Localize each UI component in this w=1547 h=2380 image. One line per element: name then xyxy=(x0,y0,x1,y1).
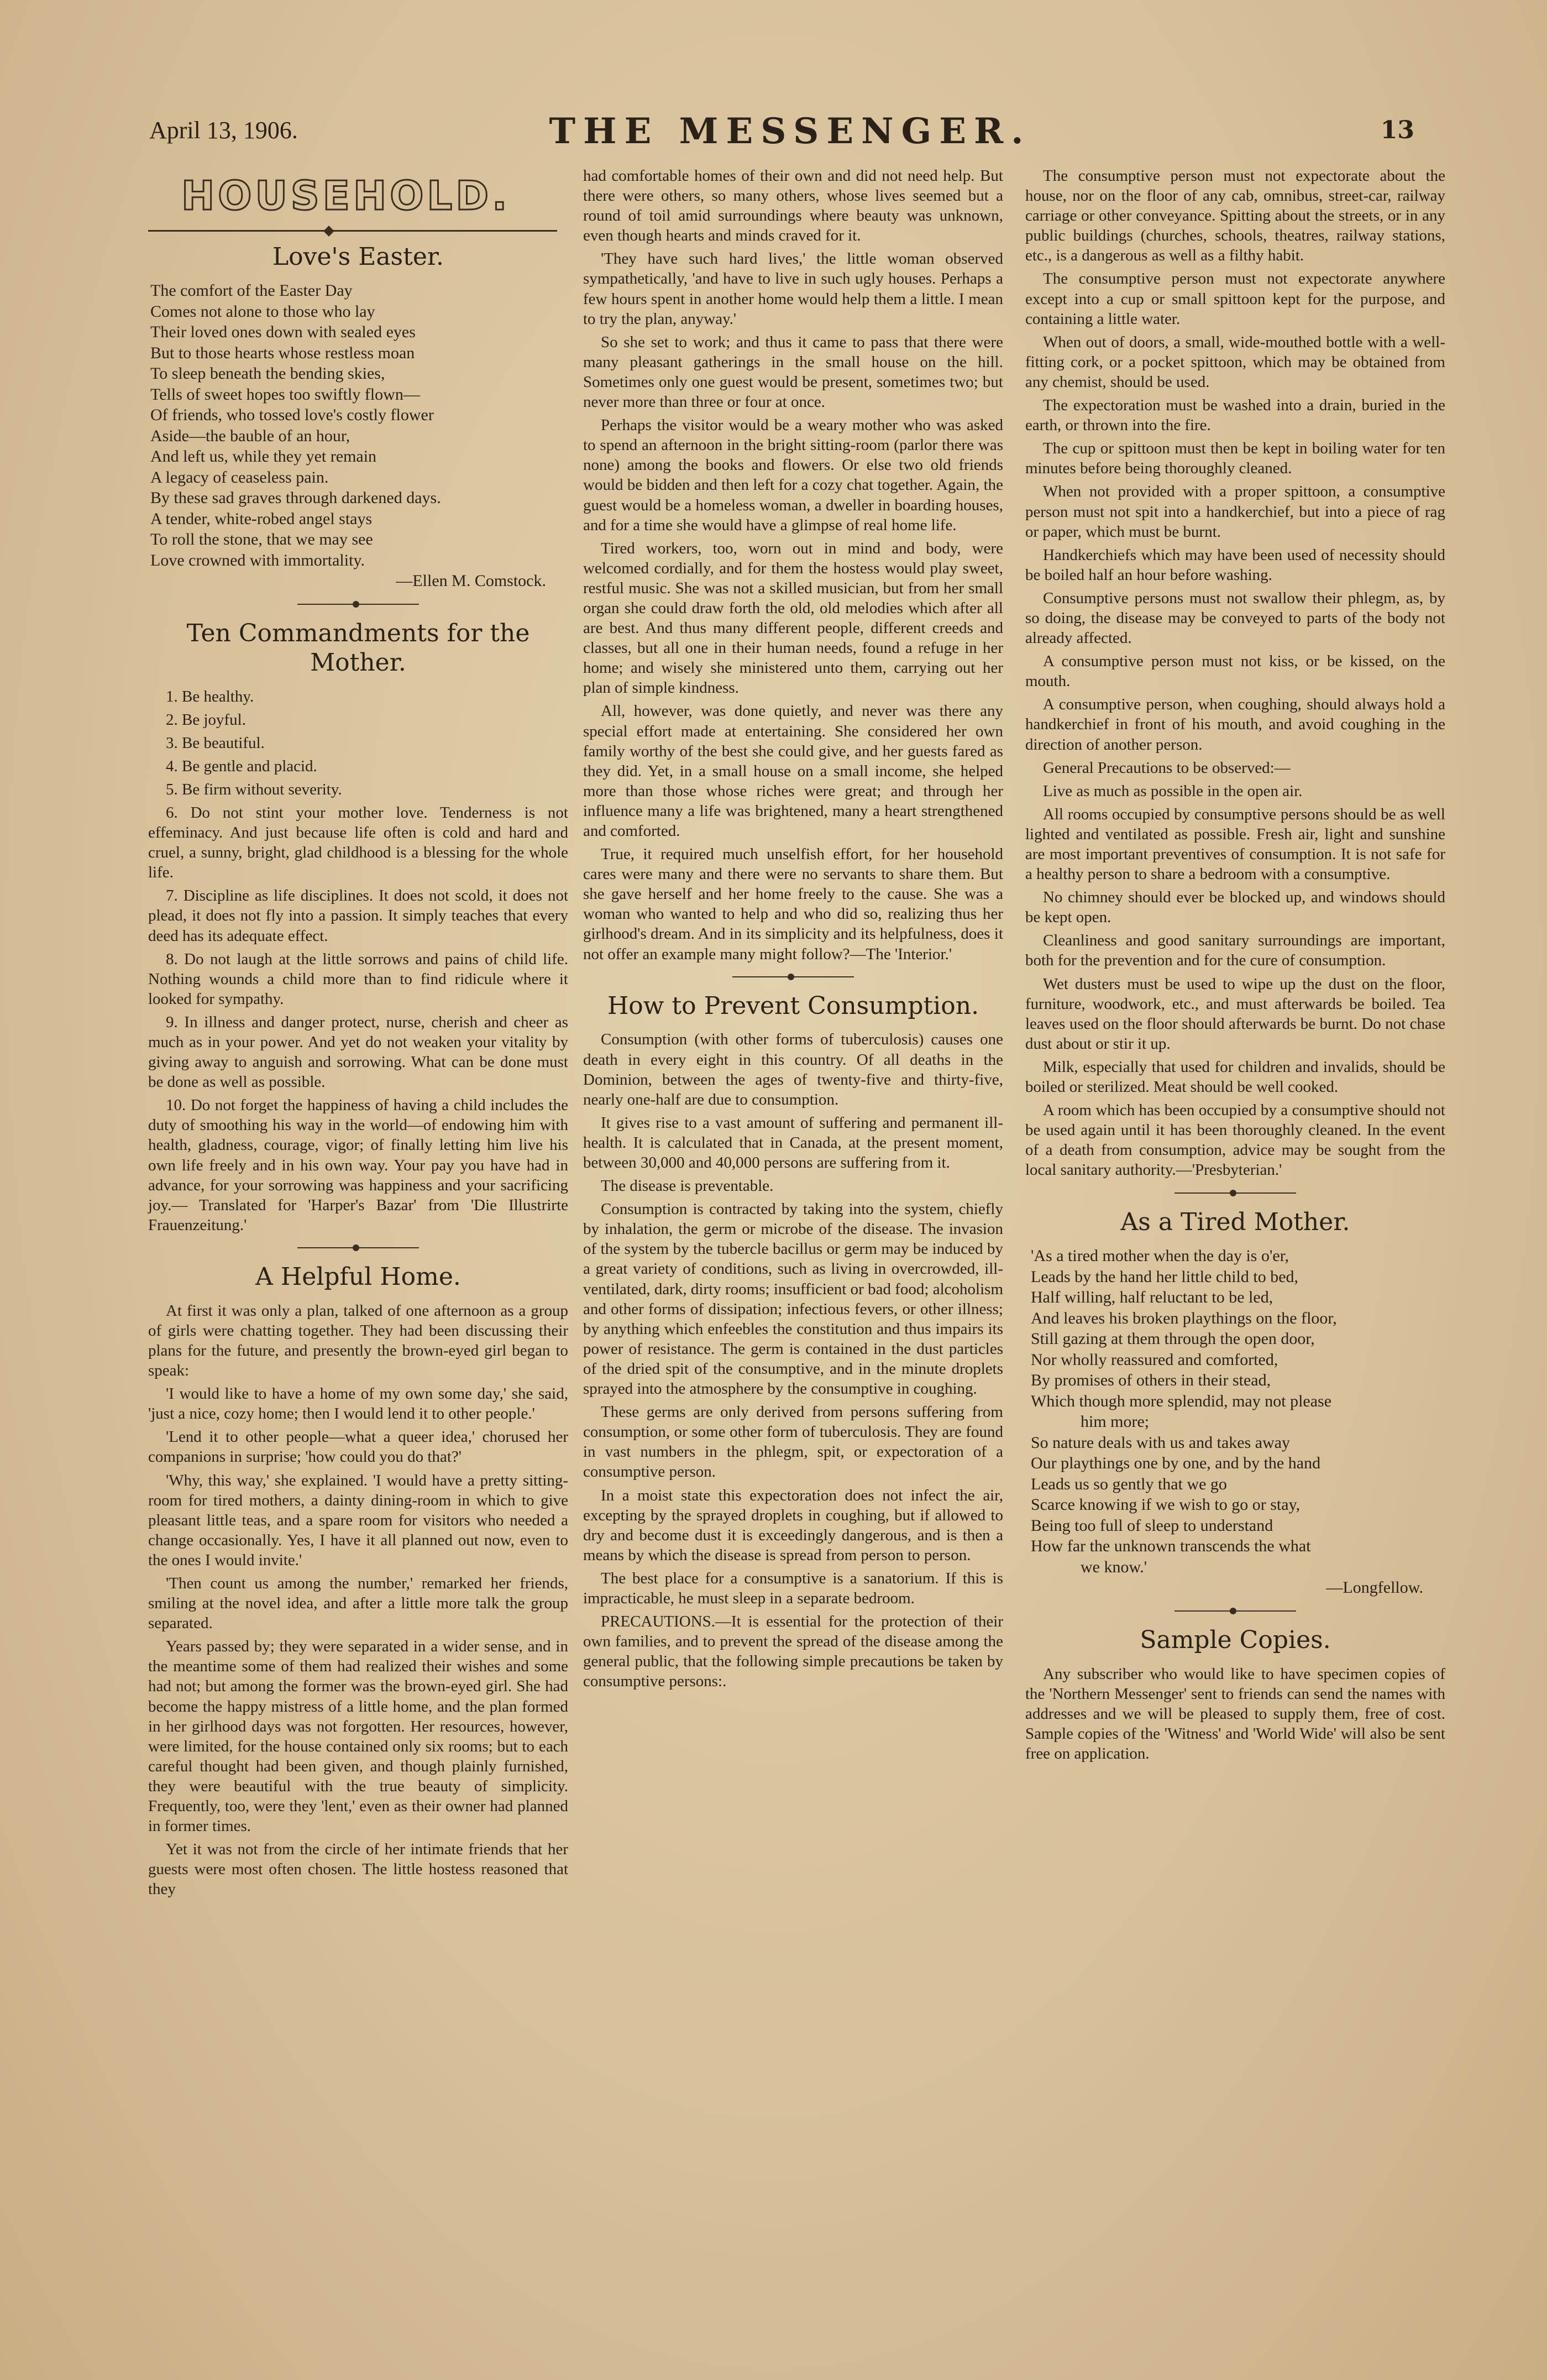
poem-line: Their loved ones down with sealed eyes xyxy=(150,323,416,342)
poem-line: Love crowned with immortality. xyxy=(150,551,365,569)
poem-line: Of friends, who tossed love's costly flower xyxy=(150,406,434,425)
paragraph: Yet it was not from the circle of her intimate friends that her guests were most often chosen. The little hostess reasoned that they xyxy=(148,1840,568,1898)
paragraph: It gives rise to a vast amount of suffering and permanent ill-health. It is calculated that in Canada, at the present moment, between 30,000 and 40,000 persons are suffering from it. xyxy=(583,1113,1003,1172)
poem-line: To roll the stone, that we may see xyxy=(150,530,373,549)
paragraph: At first it was only a plan, talked of one afternoon as a group of girls were chatting together. They had been discussing their plans for the future, and presently the brown-eyed girl began to speak: xyxy=(148,1301,568,1380)
section-rule xyxy=(148,230,557,232)
column-2 xyxy=(583,166,1003,1694)
poem-line: Nor wholly reassured and comforted, xyxy=(1031,1350,1278,1369)
list-item: 10. Do not forget the happiness of having a child includes the duty of smoothing his way in the world—of endowing him with health, gladness, courage, vigor; of finally letting him live his own life freely and in his own way. Your pay you have had in advance, for your sorrowing was happiness and your sacrificing joy.— Translated for 'Harper's Bazar' from 'Die Illustrirte Frauenzeitung.' xyxy=(148,1096,568,1234)
paragraph: All rooms occupied by consumptive persons should be as well lighted and ventilated as possible. Fresh air, light and sunshine are most important preventives of consumption. It is not safe for a healthy person to share a bedroom with a consumptive. xyxy=(1025,805,1445,883)
poem-line: Comes not alone to those who lay xyxy=(150,302,375,321)
paragraph: 'They have such hard lives,' the little woman observed sympathetically, 'and have to live in such ugly houses. Perhaps a few hours spent in another home would help them a little. I mean to try the plan, anyway.' xyxy=(583,250,1003,328)
article-separator xyxy=(732,976,854,977)
paragraph: True, it required much unselfish effort, for her household cares were many and there were no servants to share them. But she gave herself and her home freely to the cause. She was a woman who wanted to help and who did so, realizing thus her girlhood's dream. And in its simplicity and its helpfulness, does it not offer an example many might follow?—The 'Interior.' xyxy=(583,845,1003,963)
paragraph: The cup or spittoon must then be kept in boiling water for ten minutes before being thoroughly cleaned. xyxy=(1025,440,1445,478)
masthead xyxy=(144,105,1436,155)
poem-line: And leaves his broken playthings on the floor, xyxy=(1031,1309,1337,1327)
article-title-helpful-home: A Helpful Home. xyxy=(255,1262,461,1291)
paragraph: Live as much as possible in the open air. xyxy=(1043,782,1303,800)
poem-line: Our playthings one by one, and by the hand xyxy=(1031,1454,1321,1473)
poem-line: Leads by the hand her little child to bed, xyxy=(1031,1267,1299,1286)
poem-line: 'As a tired mother when the day is o'er, xyxy=(1031,1247,1289,1265)
poem-line: Tells of sweet hopes too swiftly flown— xyxy=(150,385,420,404)
poem-tired-mother xyxy=(1031,1246,1445,1598)
paragraph: 'I would like to have a home of my own some day,' she said, 'just a nice, cozy home; then I would lend it to other people.' xyxy=(148,1385,568,1423)
paragraph: A room which has been occupied by a consumptive should not be used again until it has been thoroughly cleaned. In the event of a death from consumption, advice may be sought from the local sanitary authority.—'Presbyterian.' xyxy=(1025,1101,1445,1179)
paragraph: A consumptive person, when coughing, should always hold a handkerchief in front of his mouth, and avoid coughing in the direction of another person. xyxy=(1025,695,1445,754)
poem-line: By promises of others in their stead, xyxy=(1031,1371,1271,1390)
article-separator xyxy=(297,604,419,605)
article-separator xyxy=(297,1247,419,1248)
list-item: 2. Be joyful. xyxy=(166,710,246,729)
paragraph: Tired workers, too, worn out in mind and body, were welcomed cordially, and for them the hostess would play sweet, restful music. She was not a skilled musician, but from her small organ she could draw forth the old, old melodies which after all are best. And thus many different people, different creeds and classes, but all one in their human needs, found a refuge in her home; and wisely she ministered unto them, carrying out her plan of simple kindness. xyxy=(583,539,1003,697)
paragraph: Years passed by; they were separated in a wider sense, and in the meantime some of them had realized their wishes and some had not; but among the former was the brown-eyed girl. She had become the happy mistress of a little home, and the plan formed in her girlhood days was not forgotten. Her resources, however, were limited, for the house contained only six rooms; but to each careful thought had been given, and though plainly furnished, they were beautiful with the true beauty of simplicity. Frequently, too, were they 'lent,' even as their owner had planned in former times. xyxy=(148,1638,568,1835)
section-title: HOUSEHOLD. xyxy=(181,172,511,219)
poem-line: But to those hearts whose restless moan xyxy=(150,343,415,362)
poem-line: we know.' xyxy=(1081,1557,1147,1576)
poem-line: The comfort of the Easter Day xyxy=(150,281,353,300)
paragraph: Consumptive persons must not swallow their phlegm, as, by so doing, the disease may be conveyed to parts of the body not already affected. xyxy=(1025,589,1445,647)
paragraph: The consumptive person must not expectorate anywhere except into a cup or small spittoon kept for the purpose, and containing a little water. xyxy=(1025,270,1445,328)
list-item: 7. Discipline as life disciplines. It does not scold, it does not plead, it does not fly into a passion. It simply teaches that every deed has its adequate effect. xyxy=(148,887,568,945)
poem-line: Scarce knowing if we wish to go or stay, xyxy=(1031,1495,1300,1514)
article-title-consumption: How to Prevent Consumption. xyxy=(607,991,979,1020)
poem-line: To sleep beneath the bending skies, xyxy=(150,364,385,383)
paragraph: A consumptive person must not kiss, or be kissed, on the mouth. xyxy=(1025,652,1445,691)
paragraph: Wet dusters must be used to wipe up the dust on the floor, furniture, woodwork, etc., and must afterwards be boiled. Tea leaves used on the floor should afterwards be burnt. Do not chase dust about or stir it up. xyxy=(1025,975,1445,1053)
poem-line: Aside—the bauble of an hour, xyxy=(150,426,350,445)
list-item: 8. Do not laugh at the little sorrows and pains of child life. Nothing wounds a child more than to find ridicule where it looked for sympathy. xyxy=(148,950,568,1008)
paragraph: So she set to work; and thus it came to pass that there were many pleasant gatherings in the small house on the hill. Sometimes only one guest would be present, sometimes two; but never more than three or four at once. xyxy=(583,333,1003,411)
poem-line: A tender, white-robed angel stays xyxy=(150,509,373,528)
poem-line: Still gazing at them through the open door, xyxy=(1031,1330,1315,1348)
article-title-sample-copies: Sample Copies. xyxy=(1140,1625,1331,1654)
paragraph: PRECAUTIONS.—It is essential for the protection of their own families, and to prevent the spread of the disease among the general public, that the following simple precautions be taken by consumptive persons:. xyxy=(583,1613,1003,1691)
article-title-tired-mother: As a Tired Mother. xyxy=(1120,1207,1350,1236)
list-item: 5. Be firm without severity. xyxy=(166,780,342,798)
poem-author: —Ellen M. Comstock. xyxy=(396,572,546,590)
paragraph: The disease is preventable. xyxy=(601,1177,774,1195)
paragraph: General Precautions to be observed:— xyxy=(1043,759,1291,777)
article-separator xyxy=(1174,1192,1296,1194)
poem-loves-easter xyxy=(150,280,568,592)
poem-line: Leads us so gently that we go xyxy=(1031,1474,1227,1493)
poem-author: —Longfellow. xyxy=(1326,1578,1423,1597)
poem-line: him more; xyxy=(1081,1413,1150,1431)
paragraph: 'Why, this way,' she explained. 'I would have a pretty sitting-room for tired mothers, a dainty dining-room in which to give pleasant little teas, and a spare room for visitors who needed a change occasionally. Yes, I have it all planned out now, even to the ones I would invite.' xyxy=(148,1471,568,1569)
paragraph: In a moist state this expectoration does not infect the air, excepting by the sprayed droplets in coughing, but if allowed to dry and become dust it is exceedingly dangerous, and is then a means by which the disease is spread from person to person. xyxy=(583,1486,1003,1564)
list-item: 4. Be gentle and placid. xyxy=(166,757,317,775)
article-separator xyxy=(1174,1610,1296,1612)
paragraph: When out of doors, a small, wide-mouthed bottle with a well-fitting cork, or a pocket spittoon, which may be obtained from any chemist, should be used. xyxy=(1025,333,1445,391)
poem-line: And left us, while they yet remain xyxy=(150,447,377,466)
paragraph: No chimney should ever be blocked up, and windows should be kept open. xyxy=(1025,888,1445,927)
page-number: 13 xyxy=(1380,116,1414,144)
poem-line: How far the unknown transcends the what xyxy=(1031,1537,1311,1556)
poem-line: By these sad graves through darkened days. xyxy=(150,489,441,508)
article-title-loves-easter: Love's Easter. xyxy=(272,242,444,271)
list-item: 6. Do not stint your mother love. Tenderness is not effeminacy. And just because life often is cold and hard and cruel, a sunny, bright, glad childhood is a blessing for the whole life. xyxy=(148,803,568,882)
column-3 xyxy=(1025,166,1445,1767)
paragraph: Consumption (with other forms of tuberculosis) causes one death in every eight in this country. Of all deaths in the Dominion, between the ages of twenty-five and thirty-five, nearly one-half are due to consumption. xyxy=(583,1031,1003,1108)
list-item: 9. In illness and danger protect, nurse, cherish and cheer as much as in your power. And yet do not weaken your vitality by giving away to anguish and sorrowing. What can be done must be done as well as possible. xyxy=(148,1013,568,1091)
newspaper-title: THE MESSENGER. xyxy=(549,111,1031,152)
paragraph: These germs are only derived from persons suffering from consumption, or some other form of tuberculosis. They are found in vast numbers in the phlegm, spit, or expectoration of a consumptive person. xyxy=(583,1403,1003,1481)
poem-line: Half willing, half reluctant to be led, xyxy=(1031,1288,1273,1307)
paragraph: The consumptive person must not expectorate about the house, nor on the floor of any cab, omnibus, street-car, railway carriage or other conveyance. Spitting about the streets, or in any public buildings (churches, schools, theatres, railway stations, etc., is a dangerous as well as a filthy habit. xyxy=(1025,167,1445,265)
paragraph: Consumption is contracted by taking into the system, chiefly by inhalation, the germ or microbe of the disease. The invasion of the system by the tubercle bacillus or germ may be induced by a great variety of conditions, such as living in overcrowded, ill-ventilated, dark, dirty rooms; insufficient or bad food; alcoholism and other forms of dissipation; infectious fevers, or other illness; by anything which enfeebles the constitution and thus impairs its power of resistance. The germ is contained in the dust particles of the dried spit of the consumptive, and in the minute droplets sprayed into the atmosphere by the consumptive in coughing. xyxy=(583,1200,1003,1398)
poem-line: Being too full of sleep to understand xyxy=(1031,1516,1273,1535)
issue-date: April 13, 1906. xyxy=(149,117,298,144)
paragraph: Cleanliness and good sanitary surroundings are important, both for the prevention and for the cure of consumption. xyxy=(1025,932,1445,970)
paragraph: The expectoration must be washed into a drain, buried in the earth, or thrown into the fire. xyxy=(1025,396,1445,435)
commandments-list xyxy=(148,687,568,1235)
article-title-ten-commandments: Ten Commandments for the Mother. xyxy=(186,619,530,677)
paragraph: Perhaps the visitor would be a weary mother who was asked to spend an afternoon in the bright sitting-room (parlor there was none) among the books and flowers. Or else two old friends would be bidden and then left for a cozy chat together. Again, the guest would be a homeless woman, a dweller in boarding houses, and for a time she would have a glimpse of real home life. xyxy=(583,416,1003,534)
paragraph: All, however, was done quietly, and never was there any special effort made at entertaining. She considered her own family worthy of the best she could give, and her guests fared as they did. Yet, in a small house on a small income, she helped more than those whose riches were great; and through her influence many a life was brightened, many a heart strengthened and comforted. xyxy=(583,702,1003,840)
paragraph: Milk, especially that used for children and invalids, should be boiled or sterilized. Meat should be well cooked. xyxy=(1025,1058,1445,1096)
poem-line: Which though more splendid, may not please xyxy=(1031,1392,1332,1410)
paragraph: Any subscriber who would like to have specimen copies of the 'Northern Messenger' sent to friends can send the names with addresses and we will be pleased to supply them, free of cost. Sample copies of the 'Witness' and 'World Wide' will also be sent free on application. xyxy=(1025,1665,1445,1762)
paragraph: The best place for a consumptive is a sanatorium. If this is impracticable, he must sleep in a separate bedroom. xyxy=(583,1569,1003,1607)
paragraph: 'Lend it to other people—what a queer idea,' chorused her companions in surprise; 'how could you do that?' xyxy=(148,1428,568,1466)
list-item: 1. Be healthy. xyxy=(166,687,254,705)
list-item: 3. Be beautiful. xyxy=(166,734,265,752)
column-1 xyxy=(148,166,568,1902)
paragraph: When not provided with a proper spittoon, a consumptive person must not spit into a handkerchief, but into a piece of rag or paper, which must be burnt. xyxy=(1025,483,1445,541)
paragraph: Handkerchiefs which may have been used of necessity should be boiled half an hour before washing. xyxy=(1025,546,1445,584)
poem-line: So nature deals with us and takes away xyxy=(1031,1433,1291,1452)
paragraph: 'Then count us among the number,' remarked her friends, smiling at the novel idea, and after a little more talk the group separated. xyxy=(148,1574,568,1633)
poem-line: A legacy of ceaseless pain. xyxy=(150,468,329,487)
paragraph: had comfortable homes of their own and did not need help. But there were others, so many others, whose lives seemed but a round of toil amid surroundings where beauty was unknown, even though hearts and minds craved for it. xyxy=(583,167,1003,245)
